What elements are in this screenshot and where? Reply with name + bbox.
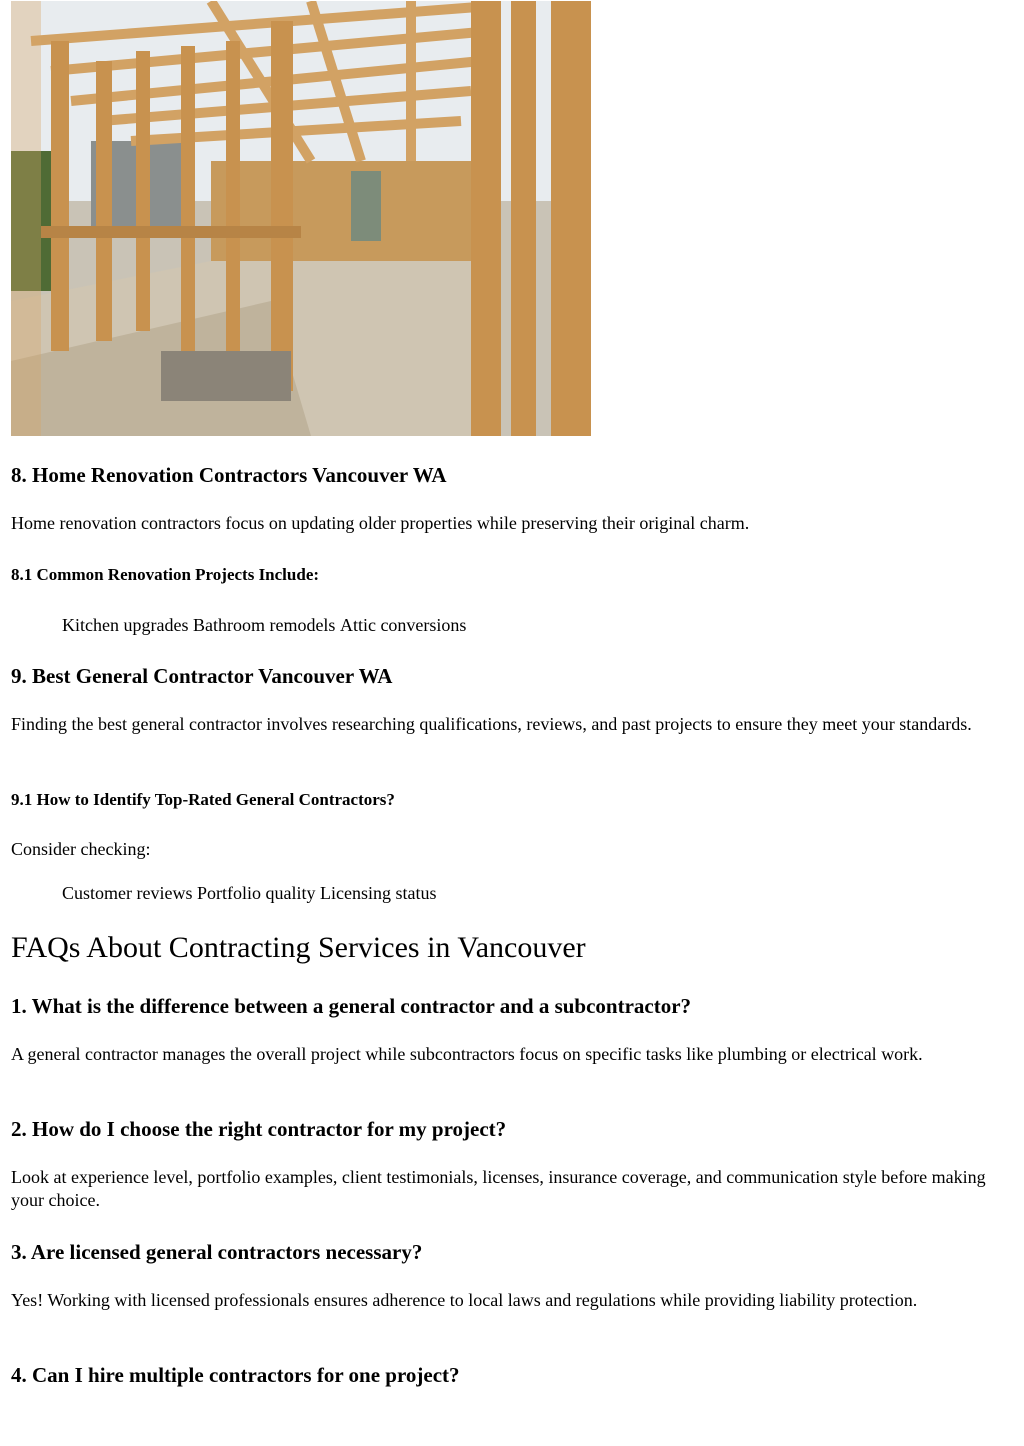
section-8-text: Home renovation contractors focus on updating older properties while preserving their original charm.	[11, 513, 750, 533]
faq-question-2: 2. How do I choose the right contractor for my project?	[11, 1117, 507, 1141]
section-8-heading: 8. Home Renovation Contractors Vancouver WA	[11, 463, 447, 487]
list-item: Kitchen upgrades	[62, 615, 189, 635]
list-item: Licensing status	[319, 883, 437, 903]
section-9-lead: Consider checking:	[11, 839, 151, 859]
list-item: Customer reviews	[62, 883, 193, 903]
renovation-projects-list	[62, 614, 466, 637]
construction-photo	[11, 1, 591, 436]
section-9-text: Finding the best general contractor involves researching qualifications, reviews, and past projects to ensure they meet your standards.	[11, 714, 972, 734]
section-8-1-heading: 8.1 Common Renovation Projects Include:	[11, 565, 320, 584]
faq-question-1: 1. What is the difference between a general contractor and a subcontractor?	[11, 994, 692, 1018]
section-9-heading: 9. Best General Contractor Vancouver WA	[11, 664, 393, 688]
faq-question-4: 4. Can I hire multiple contractors for one project?	[11, 1363, 460, 1387]
faq-question-3: 3. Are licensed general contractors necessary?	[11, 1240, 423, 1264]
contractor-checks-list	[62, 882, 436, 905]
list-item: Portfolio quality	[196, 883, 316, 903]
faq-answer-1: A general contractor manages the overall project while subcontractors focus on specific tasks like plumbing or electrical work.	[11, 1044, 923, 1064]
faq-title: FAQs About Contracting Services in Vancouver	[11, 931, 586, 964]
section-9-1-heading: 9.1 How to Identify Top-Rated General Contractors?	[11, 790, 395, 809]
faq-answer-2: Look at experience level, portfolio examples, client testimonials, licenses, insurance coverage, and communication style before making your choice.	[11, 1167, 986, 1210]
faq-answer-3: Yes! Working with licensed professionals ensures adherence to local laws and regulations while providing liability protection.	[11, 1290, 918, 1310]
list-item: Attic conversions	[339, 615, 467, 635]
list-item: Bathroom remodels	[192, 615, 336, 635]
